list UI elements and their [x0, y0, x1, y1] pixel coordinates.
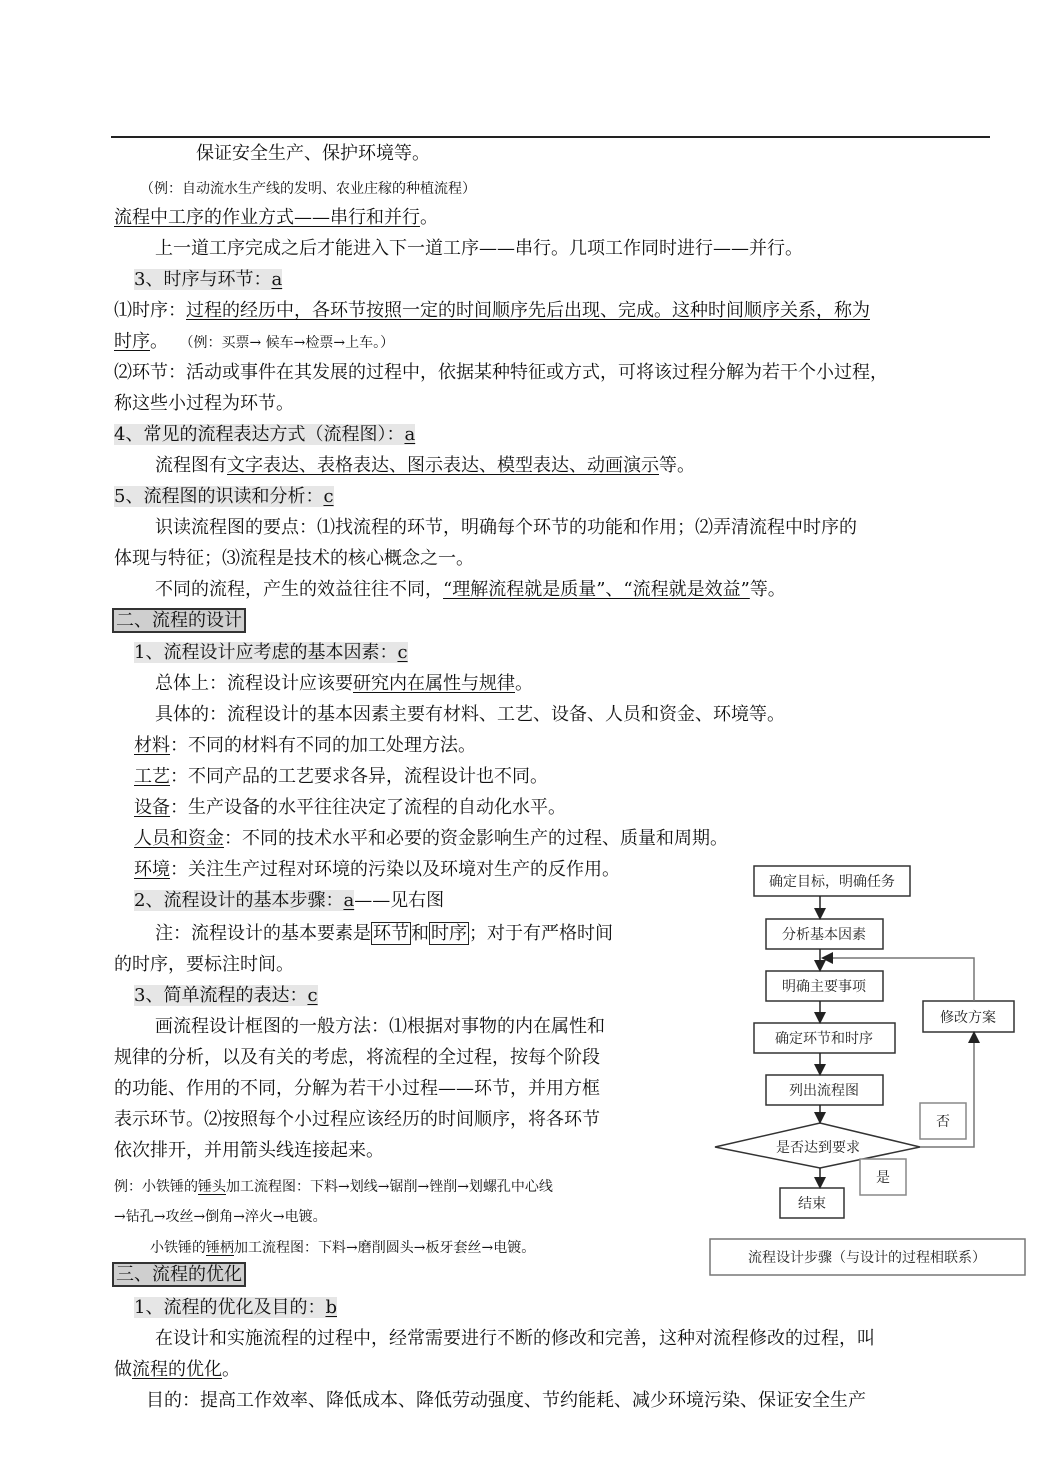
underlined-text: 锤头	[198, 1179, 226, 1195]
underlined-text: 流程的优化	[132, 1359, 222, 1380]
flow-step-label: 明确主要事项	[782, 979, 866, 995]
text-line	[114, 207, 438, 229]
text-line: 保证安全生产、保护环境等。	[196, 143, 430, 164]
subheading-text: 4、常见的流程表达方式（流程图）：	[114, 424, 405, 445]
flowchart-caption: 流程设计步骤（与设计的过程相联系）	[748, 1250, 986, 1266]
underlined-text: “理解流程就是质量”、“流程就是效益”	[443, 579, 750, 600]
no-label: 否	[936, 1114, 950, 1130]
text: 例：小铁锤的	[114, 1179, 198, 1195]
text-line: 体现与特征；⑶流程是技术的核心概念之一。	[114, 548, 474, 569]
text: 加工流程图：下料→磨削圆头→板牙套丝→电镀。	[234, 1240, 536, 1256]
end-label: 结束	[798, 1196, 826, 1212]
text-line: 目的：提高工作效率、降低成本、降低劳动强度、节约能耗、减少环境污染、保证安全生产	[146, 1390, 866, 1411]
subheading-text: 1、流程设计应考虑的基本因素：	[134, 642, 398, 663]
example-line: （例：自动流水生产线的发明、农业庄稼的种植流程）	[140, 181, 476, 197]
subheading	[134, 269, 282, 291]
text-line: 画流程设计框图的一般方法：⑴根据对事物的内在属性和	[155, 1016, 605, 1037]
section-heading	[112, 1264, 246, 1286]
text-line	[114, 331, 394, 354]
level-mark: b	[325, 1297, 337, 1318]
revise-label: 修改方案	[940, 1010, 996, 1026]
text-line: 上一道工序完成之后才能进入下一道工序——串行。几项工作同时进行——并行。	[155, 238, 803, 259]
text-line: ⑵环节：活动或事件在其发展的过程中，依据某种特征或方式，可将该过程分解为若干个小过程，	[114, 362, 888, 383]
text-line	[155, 579, 786, 601]
subheading	[114, 486, 334, 508]
subheading	[134, 985, 318, 1007]
text: ——见右图	[354, 890, 445, 911]
text-line	[155, 923, 613, 945]
text: ：关注生产过程对环境的污染以及环境对生产的反作用。	[170, 859, 620, 880]
text-line: 的功能、作用的不同，分解为若干小过程——环节，并用方框	[114, 1078, 600, 1099]
text: 小铁锤的	[150, 1240, 206, 1256]
underlined-text: 材料	[134, 735, 170, 756]
underlined-text: 工艺	[134, 766, 170, 787]
underlined-text: 环境	[134, 859, 170, 880]
yes-label: 是	[876, 1170, 890, 1186]
underlined-text: 设备	[134, 797, 170, 818]
text-line: →钻孔→攻丝→倒角→淬火→电镀。	[114, 1209, 327, 1225]
subheading	[134, 890, 444, 912]
underlined-text: 文字表达、表格表达、图示表达、模型表达、动画演示	[227, 455, 659, 476]
text: ：不同的技术水平和必要的资金影响生产的过程、质量和周期。	[224, 828, 728, 849]
text: 做	[114, 1359, 132, 1380]
text: 注：流程设计的基本要素是	[155, 923, 371, 944]
text-line: 在设计和实施流程的过程中，经常需要进行不断的修改和完善，这种对流程修改的过程，叫	[155, 1328, 875, 1349]
text-line: 具体的：流程设计的基本因素主要有材料、工艺、设备、人员和资金、环境等。	[155, 704, 785, 725]
text-line: 依次排开，并用箭头线连接起来。	[114, 1140, 384, 1161]
flow-step-label: 分析基本因素	[782, 927, 866, 943]
flow-step-label: 列出流程图	[789, 1083, 859, 1099]
text-line	[134, 797, 566, 819]
subheading-text: 1、流程的优化及目的：	[134, 1297, 326, 1318]
text-line	[155, 673, 533, 695]
decision-label: 是否达到要求	[776, 1140, 860, 1156]
subheading	[134, 1297, 337, 1319]
text-line	[114, 1176, 553, 1198]
text: 和	[411, 923, 429, 944]
text: 。	[150, 331, 168, 352]
section-heading-text: 三、流程的优化	[112, 1262, 246, 1287]
text-line	[150, 1237, 535, 1259]
header-rule	[111, 136, 990, 138]
subheading	[134, 642, 408, 664]
text: 。	[222, 1359, 240, 1380]
text-line: 识读流程图的要点：⑴找流程的环节，明确每个环节的功能和作用；⑵弄清流程中时序的	[155, 517, 857, 538]
text-line	[155, 455, 695, 477]
text: 总体上：流程设计应该要	[155, 673, 353, 694]
level-mark: a	[404, 424, 416, 445]
text-line	[114, 300, 870, 322]
subheading-text: 2、流程设计的基本步骤：	[134, 890, 344, 911]
text: ：不同产品的工艺要求各异，流程设计也不同。	[170, 766, 548, 787]
underlined-text: 研究内在属性与规律	[353, 673, 515, 694]
text: ⑴时序：	[114, 300, 186, 321]
design-steps-flowchart	[700, 855, 1040, 1285]
text-line	[134, 828, 728, 850]
boxed-text: 环节	[373, 923, 409, 944]
text: 等。	[659, 455, 695, 476]
text-line	[134, 766, 548, 788]
text-line: 规律的分析，以及有关的考虑，将流程的全过程，按每个阶段	[114, 1047, 600, 1068]
level-mark: c	[397, 642, 408, 663]
subheading-text: 5、流程图的识读和分析：	[114, 486, 324, 507]
text-line	[114, 1359, 240, 1381]
level-mark: c	[307, 985, 318, 1006]
text: ；对于有严格时间	[469, 923, 613, 944]
subheading-text: 3、简单流程的表达：	[134, 985, 308, 1006]
subheading-text: 3、时序与环节：	[134, 269, 272, 290]
text-line: 表示环节。⑵按照每个小过程应该经历的时间顺序，将各环节	[114, 1109, 600, 1130]
text: 流程图有	[155, 455, 227, 476]
underlined-text: 时序	[114, 331, 150, 352]
text: 等。	[749, 579, 786, 600]
text: 。	[420, 207, 438, 228]
text-line: 称这些小过程为环节。	[114, 393, 294, 414]
underlined-text: 流程中工序的作业方式——串行和并行	[114, 207, 420, 228]
underlined-text: 过程的经历中，各环节按照一定的时间顺序先后出现、完成。这种时间顺序关系，称为	[186, 300, 870, 321]
level-mark: c	[323, 486, 334, 507]
example-text: （例：买票→ 候车→检票→上车。）	[179, 335, 395, 351]
underlined-text: 人员和资金	[134, 828, 224, 849]
underlined-text: 锤柄	[206, 1240, 234, 1256]
text-line	[134, 859, 620, 881]
text: 不同的流程，产生的效益往往不同，	[155, 579, 443, 600]
text-line	[134, 735, 476, 757]
flow-step-label: 确定环节和时序	[775, 1031, 873, 1047]
level-mark: a	[343, 890, 355, 911]
text-line: 的时序，要标注时间。	[114, 954, 294, 975]
flow-step-label: 确定目标，明确任务	[769, 874, 895, 890]
section-heading-text: 二、流程的设计	[112, 608, 246, 633]
boxed-text: 时序	[431, 923, 467, 944]
subheading	[114, 424, 415, 446]
text: 加工流程图：下料→划线→锯削→锉削→划螺孔中心线	[226, 1179, 553, 1195]
text: ：生产设备的水平往往决定了流程的自动化水平。	[170, 797, 566, 818]
section-heading	[112, 610, 246, 632]
text: 。	[515, 673, 533, 694]
level-mark: a	[271, 269, 283, 290]
text: ：不同的材料有不同的加工处理方法。	[170, 735, 476, 756]
